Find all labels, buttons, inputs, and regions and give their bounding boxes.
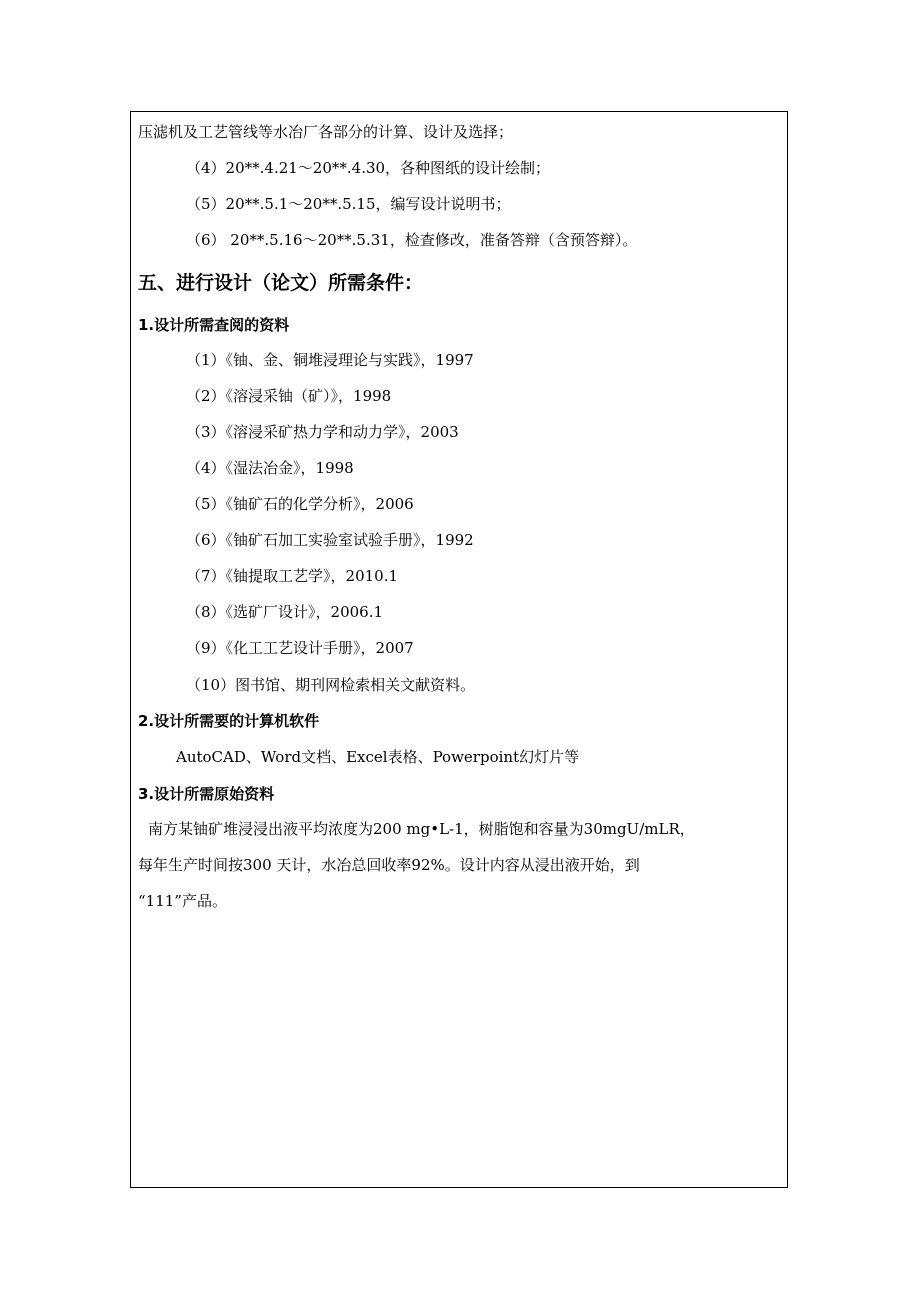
reference-item: （2）《溶浸采铀（矿）》，1998 (186, 387, 392, 405)
software-list: AutoCAD、Word文档、Excel表格、Powerpoint幻灯片等 (176, 748, 580, 766)
reference-item: （10）图书馆、期刊网检索相关文献资料。 (186, 676, 476, 694)
schedule-item-6: （6） 20**.5.16～20**.5.31，检查修改，准备答辩（含预答辩）。 (186, 231, 638, 249)
software-heading: 2.设计所需要的计算机软件 (138, 712, 320, 730)
original-data-line: 每年生产时间按300 天计，水冶总回收率92%。设计内容从浸出液开始，到 (138, 856, 640, 874)
reference-item: （8）《选矿厂设计》，2006.1 (186, 603, 384, 621)
original-data-heading: 3.设计所需原始资料 (138, 785, 275, 803)
reference-item: （7）《铀提取工艺学》，2010.1 (186, 567, 399, 585)
section-title-conditions: 五、进行设计（论文）所需条件： (138, 272, 424, 294)
reference-item: （6）《铀矿石加工实验室试验手册》，1992 (186, 531, 474, 549)
schedule-item-4: （4）20**.4.21～20**.4.30，各种图纸的设计绘制； (186, 159, 551, 177)
original-data-line: 南方某铀矿堆浸浸出液平均浓度为200 mg•L-1，树脂饱和容量为30mgU/mLR， (148, 820, 695, 838)
reference-item: （4）《湿法冶金》，1998 (186, 459, 354, 477)
schedule-continuation: 压滤机及工艺管线等水冶厂各部分的计算、设计及选择； (138, 123, 514, 141)
original-data-line: “111”产品。 (138, 892, 227, 910)
reference-item: （3）《溶浸采矿热力学和动力学》，2003 (186, 423, 459, 441)
reference-item: （1）《铀、金、铜堆浸理论与实践》，1997 (186, 351, 474, 369)
reference-item: （9）《化工工艺设计手册》，2007 (186, 639, 414, 657)
reference-item: （5）《铀矿石的化学分析》，2006 (186, 495, 414, 513)
references-heading: 1.设计所需查阅的资料 (138, 316, 290, 334)
schedule-item-5: （5）20**.5.1～20**.5.15，编写设计说明书； (186, 195, 511, 213)
